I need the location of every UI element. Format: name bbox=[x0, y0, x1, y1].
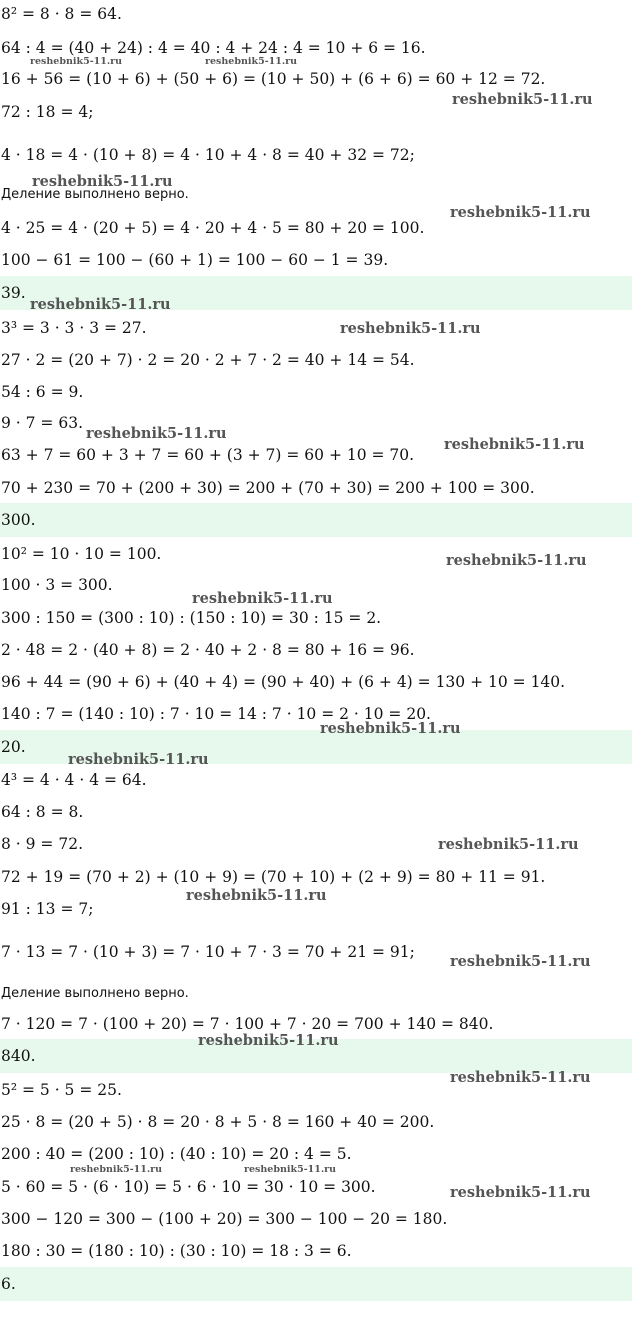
math-line: 300 − 120 = 300 − (100 + 20) = 300 − 100 − 20 = 180. bbox=[1, 1210, 448, 1228]
answer-band bbox=[0, 503, 632, 537]
watermark: reshebnik5-11.ru bbox=[450, 1184, 591, 1201]
watermark: reshebnik5-11.ru bbox=[444, 436, 585, 453]
math-line: 7 · 120 = 7 · (100 + 20) = 7 · 100 + 7 · 20 = 700 + 140 = 840. bbox=[1, 1015, 494, 1033]
math-line: 5² = 5 · 5 = 25. bbox=[1, 1081, 122, 1099]
watermark: reshebnik5-11.ru bbox=[446, 552, 587, 569]
answer-value: 20. bbox=[1, 738, 26, 756]
math-line: 8² = 8 · 8 = 64. bbox=[1, 5, 122, 23]
division-check-note: Деление выполнено верно. bbox=[1, 187, 189, 202]
math-line: 63 + 7 = 60 + 3 + 7 = 60 + (3 + 7) = 60 + 10 = 70. bbox=[1, 446, 415, 464]
math-line: 5 · 60 = 5 · (6 · 10) = 5 · 6 · 10 = 30 · 10 = 300. bbox=[1, 1178, 376, 1196]
answer-band bbox=[0, 1267, 632, 1301]
math-line: 9 · 7 = 63. bbox=[1, 414, 83, 432]
math-line: 91 : 13 = 7; bbox=[1, 900, 94, 918]
math-line: 72 + 19 = (70 + 2) + (10 + 9) = (70 + 10) + (2 + 9) = 80 + 11 = 91. bbox=[1, 868, 546, 886]
watermark: reshebnik5-11.ru bbox=[452, 91, 593, 108]
watermark: reshebnik5-11.ru bbox=[30, 296, 171, 313]
math-line: 64 : 8 = 8. bbox=[1, 803, 84, 821]
math-line: 100 · 3 = 300. bbox=[1, 576, 113, 594]
watermark: reshebnik5-11.ru bbox=[244, 1164, 337, 1175]
watermark: reshebnik5-11.ru bbox=[198, 1032, 339, 1049]
watermark: reshebnik5-11.ru bbox=[438, 836, 579, 853]
math-line: 70 + 230 = 70 + (200 + 30) = 200 + (70 + 30) = 200 + 100 = 300. bbox=[1, 479, 535, 497]
math-line: 3³ = 3 · 3 · 3 = 27. bbox=[1, 319, 147, 337]
answer-value: 6. bbox=[1, 1275, 16, 1293]
watermark: reshebnik5-11.ru bbox=[450, 953, 591, 970]
watermark: reshebnik5-11.ru bbox=[86, 425, 227, 442]
watermark: reshebnik5-11.ru bbox=[320, 720, 461, 737]
watermark: reshebnik5-11.ru bbox=[70, 1164, 163, 1175]
math-line: 200 : 40 = (200 : 10) : (40 : 10) = 20 : 4 = 5. bbox=[1, 1145, 352, 1163]
answer-value: 840. bbox=[1, 1047, 36, 1065]
math-line: 180 : 30 = (180 : 10) : (30 : 10) = 18 : 3 = 6. bbox=[1, 1242, 352, 1260]
math-line: 64 : 4 = (40 + 24) : 4 = 40 : 4 + 24 : 4 = 10 + 6 = 16. bbox=[1, 39, 426, 57]
math-line: 16 + 56 = (10 + 6) + (50 + 6) = (10 + 50) + (6 + 6) = 60 + 12 = 72. bbox=[1, 70, 546, 88]
math-line: 4 · 18 = 4 · (10 + 8) = 4 · 10 + 4 · 8 = 40 + 32 = 72; bbox=[1, 146, 415, 164]
math-line: 10² = 10 · 10 = 100. bbox=[1, 545, 162, 563]
division-check-note: Деление выполнено верно. bbox=[1, 986, 189, 1001]
answer-value: 39. bbox=[1, 284, 26, 302]
math-line: 4³ = 4 · 4 · 4 = 64. bbox=[1, 771, 147, 789]
watermark: reshebnik5-11.ru bbox=[450, 1069, 591, 1086]
math-line: 300 : 150 = (300 : 10) : (150 : 10) = 30 : 15 = 2. bbox=[1, 609, 382, 627]
math-line: 7 · 13 = 7 · (10 + 3) = 7 · 10 + 7 · 3 = 70 + 21 = 91; bbox=[1, 943, 415, 961]
watermark: reshebnik5-11.ru bbox=[30, 56, 123, 67]
math-line: 25 · 8 = (20 + 5) · 8 = 20 · 8 + 5 · 8 = 160 + 40 = 200. bbox=[1, 1113, 435, 1131]
watermark: reshebnik5-11.ru bbox=[340, 320, 481, 337]
math-line: 2 · 48 = 2 · (40 + 8) = 2 · 40 + 2 · 8 = 80 + 16 = 96. bbox=[1, 641, 415, 659]
math-line: 140 : 7 = (140 : 10) : 7 · 10 = 14 : 7 · 10 = 2 · 10 = 20. bbox=[1, 705, 431, 723]
answer-value: 300. bbox=[1, 511, 36, 529]
watermark: reshebnik5-11.ru bbox=[186, 887, 327, 904]
watermark: reshebnik5-11.ru bbox=[32, 173, 173, 190]
math-line: 8 · 9 = 72. bbox=[1, 835, 83, 853]
watermark: reshebnik5-11.ru bbox=[205, 56, 298, 67]
math-line: 100 − 61 = 100 − (60 + 1) = 100 − 60 − 1 = 39. bbox=[1, 251, 389, 269]
watermark: reshebnik5-11.ru bbox=[68, 751, 209, 768]
math-line: 96 + 44 = (90 + 6) + (40 + 4) = (90 + 40) + (6 + 4) = 130 + 10 = 140. bbox=[1, 673, 566, 691]
watermark: reshebnik5-11.ru bbox=[450, 204, 591, 221]
math-line: 72 : 18 = 4; bbox=[1, 103, 94, 121]
math-line: 4 · 25 = 4 · (20 + 5) = 4 · 20 + 4 · 5 = 80 + 20 = 100. bbox=[1, 219, 425, 237]
math-line: 27 · 2 = (20 + 7) · 2 = 20 · 2 + 7 · 2 = 40 + 14 = 54. bbox=[1, 351, 415, 369]
watermark: reshebnik5-11.ru bbox=[192, 590, 333, 607]
math-line: 54 : 6 = 9. bbox=[1, 383, 84, 401]
